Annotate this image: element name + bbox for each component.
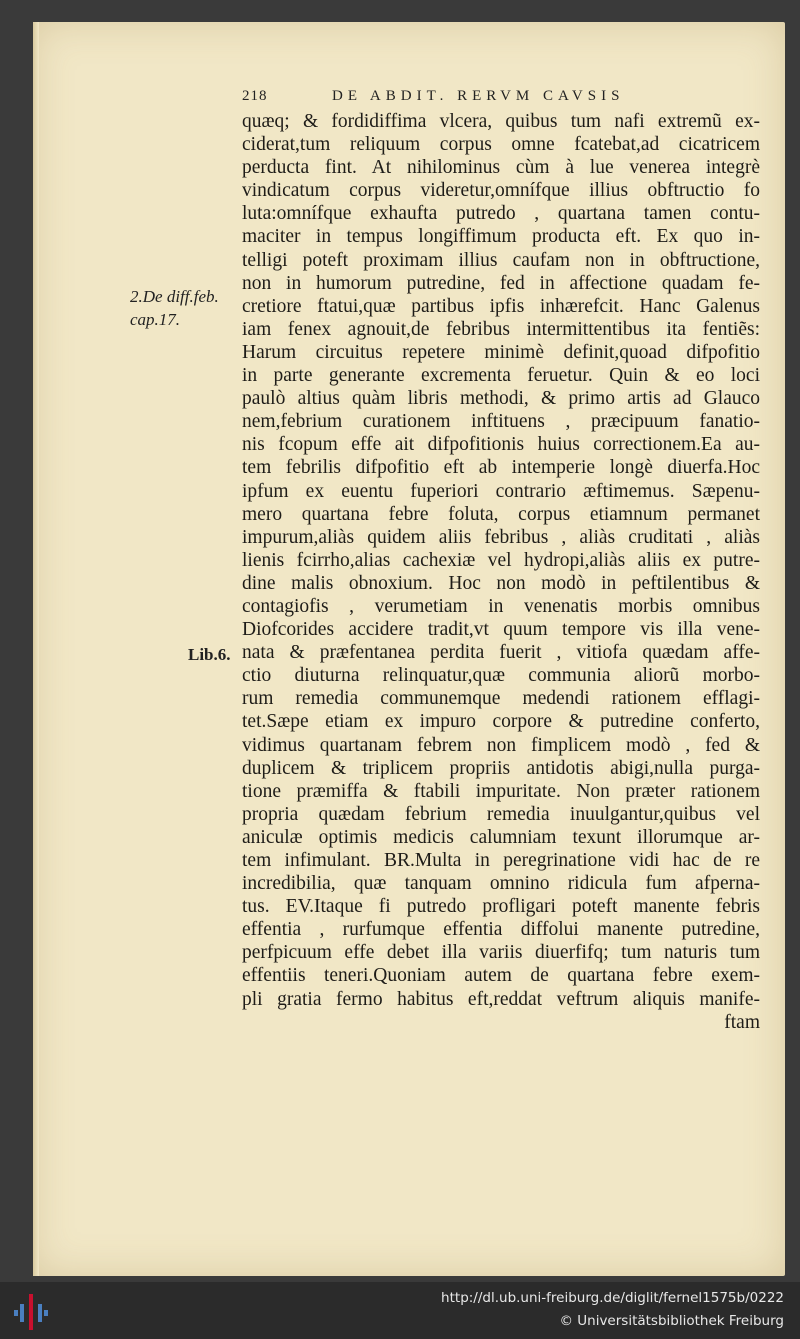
page-gutter-shadow [33, 22, 39, 1276]
text-line: pli gratia fermo habitus eft,reddat veftrum aliquis manife- [242, 988, 760, 1010]
page-number: 218 [242, 88, 268, 104]
text-line: effentiis teneri.Quoniam autem de quartana febre exem- [242, 965, 760, 987]
text-line: contagiofis , verumetiam in venenatis morbis omnibus [242, 595, 760, 617]
text-line: mero quartana febre foluta, corpus etiamnum permanet [242, 503, 760, 525]
text-line: tione præmiffa & ftabili impuritate. Non præter rationem [242, 780, 760, 802]
text-line: propria quædam febrium remedia inuulgantur,quibus vel [242, 803, 760, 825]
source-url[interactable]: http://dl.ub.uni-freiburg.de/diglit/fernel1575b/0222 [441, 1290, 784, 1306]
text-line: nata & præfentanea perdita fuerit , vitiofa quædam affe- [242, 642, 760, 664]
text-line: incredibilia, quæ tanquam omnino ridicula fum afperna- [242, 873, 760, 895]
text-line: impurum,aliàs quidem aliis febribus , aliàs cruditati , aliàs [242, 526, 760, 548]
copyright-notice: © Universitätsbibliothek Freiburg [559, 1313, 784, 1329]
text-line: quæq; & fordidiffima vlcera, quibus tum nafi extremũ ex- [242, 111, 760, 132]
text-line: iam fenex agnouit,de febribus intermittentibus ita fentiẽs: [242, 318, 760, 340]
text-line: paulò altius quàm libris methodi, & primo artis ad Glauco [242, 388, 760, 410]
text-line: vindicatum corpus videretur,omnífque illius obftructio fo [242, 180, 760, 202]
text-line: cretiore ftatui,quæ partibus ipfis inhærefcit. Hanc Galenus [242, 295, 760, 317]
text-line: Harum circuitus repetere minimè definit,quoad difpofitio [242, 341, 760, 363]
margin-note-lib: Lib.6. [188, 645, 231, 664]
text-line: maciter in tempus longiffimum producta eft. Ex quo in- [242, 226, 760, 248]
text-line: tet.Sæpe etiam ex impuro corpore & putredine conferto, [242, 711, 760, 733]
body-text [242, 110, 760, 1034]
text-line: vidimus quartanam febrem non fimplicem modò , fed & [242, 734, 760, 756]
text-line: luta:omnífque exhaufta putredo , quartana tamen contu- [242, 203, 760, 225]
text-line: in parte generante excrementa feruetur. Quin & eo loci [242, 365, 760, 387]
text-line: effentia , rurfumque effentia diffolui manente putredine, [242, 919, 760, 941]
text-line: tem febrilis difpofitio eft ab intemperie longè diuerfa.Hoc [242, 457, 760, 479]
text-line: Diofcorides accidere tradit,vt quum tempore vis illa vene- [242, 619, 760, 641]
text-line: duplicem & triplicem propriis antidotis abigi,nulla purga- [242, 757, 760, 779]
text-line: non in humorum putredine, fed in affectione quadam fe- [242, 272, 760, 294]
margin-note-de-diff-feb: 2.De diff.feb. [130, 287, 219, 306]
running-title: DE ABDIT. RERVM CAVSIS [332, 88, 625, 104]
text-line: telligi poteft proximam illius caufam non in obftructione, [242, 249, 760, 271]
margin-note-cap: cap.17. [130, 310, 181, 329]
text-line: lienis fcirrho,alias cachexiæ vel hydropi,aliàs aliis ex putre- [242, 549, 760, 571]
text-line: perducta fint. At nihilominus cùm à lue venerea integrè [242, 157, 760, 179]
running-header [242, 88, 762, 110]
text-line: ftam [724, 1011, 760, 1033]
text-line: ctio diuturna relinquatur,quæ communia aliorũ morbo- [242, 665, 760, 687]
viewer-footer [0, 1282, 800, 1339]
text-line: aniculæ optimis medicis calumniam texunt illorumque ar- [242, 826, 760, 848]
text-line: ipfum ex euentu fuperiori contrario æftimemus. Sæpenu- [242, 480, 760, 502]
text-line: tem infimulant. BR.Multa in peregrinatione vidi hac de re [242, 850, 760, 871]
text-line: nis fcopum effe ait difpofitionis huius correctionem.Ea au- [242, 434, 760, 456]
text-line: rum remedia communemque medendi rationem efflagi- [242, 688, 760, 710]
text-line: perfpicuum effe debet illa variis diuerfifq; tum naturis tum [242, 942, 760, 964]
text-line: ciderat,tum reliquum corpus omne fcatebat,ad cicatricem [242, 134, 760, 156]
text-line: nem,febrium curationem inftituens , præcipuum fanatio- [242, 411, 760, 433]
text-line: tus. EV.Itaque fi putredo profligari poteft manente febris [242, 896, 760, 918]
university-logo-icon [14, 1292, 48, 1332]
text-line: dine malis obnoxium. Hoc non modò in peftilentibus & [242, 572, 760, 594]
